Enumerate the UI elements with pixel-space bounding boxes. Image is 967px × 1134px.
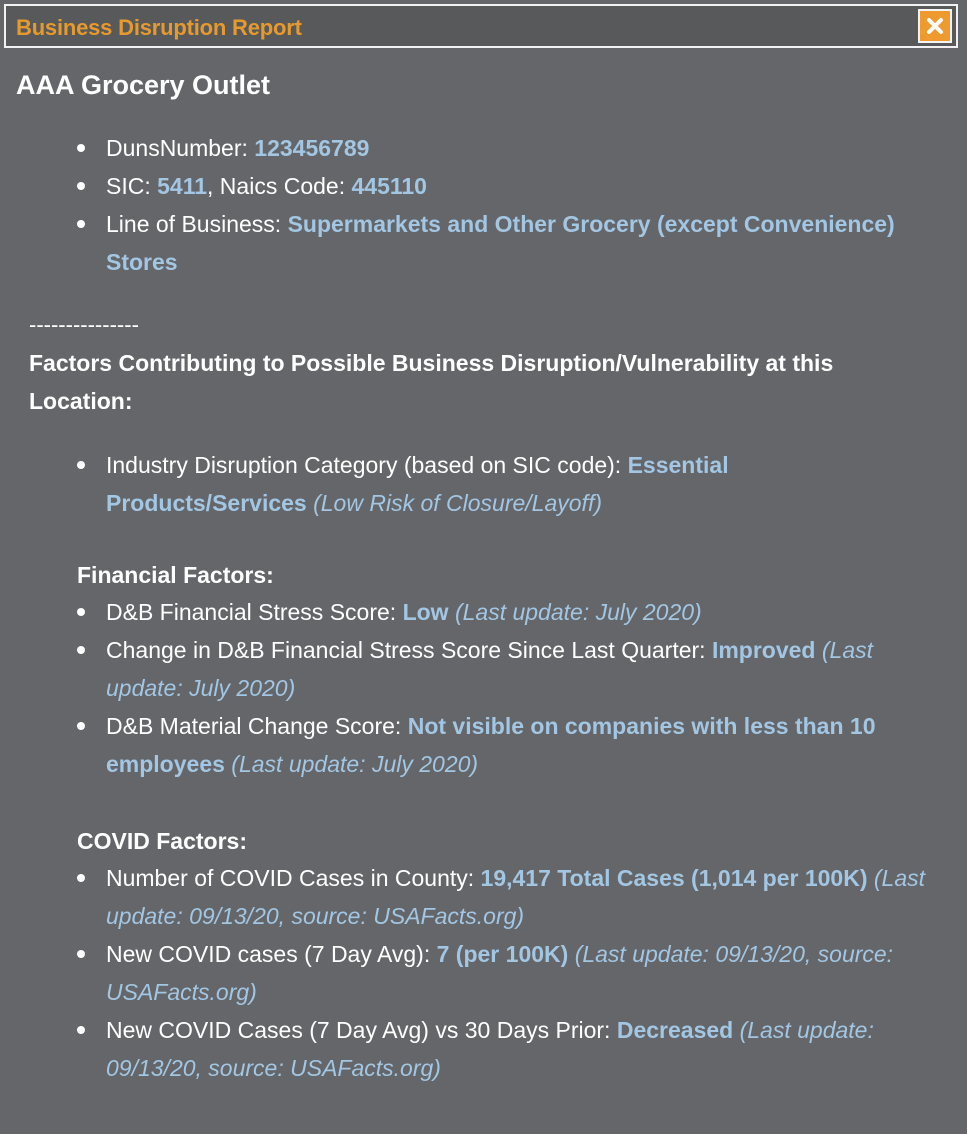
industry-list bbox=[106, 446, 896, 522]
factors-heading: Factors Contributing to Possible Business Disruption/Vulnerability at this Location: bbox=[29, 350, 834, 414]
item-label: D&B Material Change Score: bbox=[106, 713, 408, 739]
item-note: (Last update: 09/13/20, source: USAFacts.org) bbox=[106, 941, 894, 1005]
industry-label: Industry Disruption Category (based on SIC code): bbox=[106, 452, 628, 478]
list-item-stress-change bbox=[106, 631, 916, 707]
item-value: Improved bbox=[711, 637, 816, 663]
financial-factors-list bbox=[106, 593, 916, 783]
list-item-covid-total bbox=[106, 859, 936, 935]
item-label: D&B Financial Stress Score: bbox=[106, 599, 403, 625]
item-note: (Last update: July 2020) bbox=[231, 751, 479, 777]
item-label: New COVID cases (7 Day Avg): bbox=[106, 941, 437, 967]
lob-label: Line of Business: bbox=[106, 211, 288, 237]
company-details-list bbox=[106, 129, 936, 281]
list-item-covid-new bbox=[106, 935, 936, 1011]
list-item-material-change bbox=[106, 707, 916, 783]
item-note: (Last update: 09/13/20, source: USAFacts.org) bbox=[106, 865, 926, 929]
list-item-duns bbox=[106, 129, 936, 167]
dialog-title: Business Disruption Report bbox=[16, 15, 302, 40]
item-note: (Last update: July 2020) bbox=[106, 637, 874, 701]
item-value: 7 (per 100K) bbox=[436, 941, 569, 967]
naics-value: 445110 bbox=[351, 173, 427, 199]
sic-label: SIC: bbox=[106, 173, 158, 199]
divider-text: --------------- bbox=[29, 312, 139, 337]
item-note: (Last update: July 2020) bbox=[454, 599, 702, 625]
item-value: Low bbox=[402, 599, 449, 625]
close-button[interactable] bbox=[918, 9, 952, 43]
list-item-line-of-business bbox=[106, 205, 936, 281]
industry-note: (Low Risk of Closure/Layoff) bbox=[313, 490, 602, 516]
item-value: Decreased bbox=[616, 1017, 734, 1043]
dialog-titlebar bbox=[4, 4, 958, 48]
financial-factors-heading: Financial Factors: bbox=[77, 562, 274, 588]
item-value: Not visible on companies with less than 10 employees bbox=[106, 713, 876, 777]
list-item-industry-category bbox=[106, 446, 896, 522]
covid-factors-heading: COVID Factors: bbox=[77, 828, 247, 854]
covid-factors-list bbox=[106, 859, 936, 1087]
list-item-stress-score bbox=[106, 593, 916, 631]
sic-value: 5411 bbox=[157, 173, 208, 199]
duns-label: DunsNumber: bbox=[106, 135, 255, 161]
naics-label: , Naics Code: bbox=[207, 173, 352, 199]
duns-value: 123456789 bbox=[254, 135, 370, 161]
item-value: 19,417 Total Cases (1,014 per 100K) bbox=[480, 865, 868, 891]
item-note: (Last update: 09/13/20, source: USAFacts.org) bbox=[106, 1017, 874, 1081]
list-item-sic bbox=[106, 167, 936, 205]
company-name: AAA Grocery Outlet bbox=[16, 70, 271, 100]
lob-value: Supermarkets and Other Grocery (except Convenience) Stores bbox=[106, 211, 895, 275]
industry-value: Essential Products/Services bbox=[106, 452, 729, 516]
item-label: New COVID Cases (7 Day Avg) vs 30 Days Prior: bbox=[106, 1017, 617, 1043]
close-icon bbox=[926, 17, 944, 35]
item-label: Change in D&B Financial Stress Score Since Last Quarter: bbox=[106, 637, 712, 663]
item-label: Number of COVID Cases in County: bbox=[106, 865, 481, 891]
list-item-covid-trend bbox=[106, 1011, 936, 1087]
